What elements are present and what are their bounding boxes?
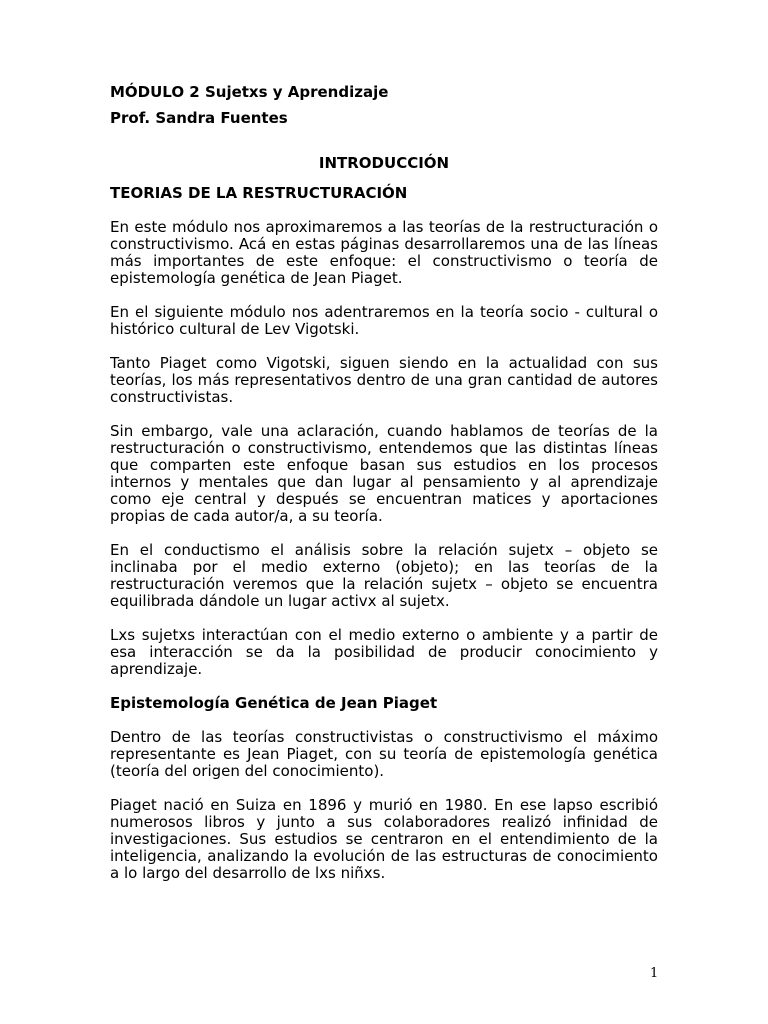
- paragraph: Sin embargo, vale una aclaración, cuando hablamos de teorías de la restructuración o constructivismo, entendemos que las distintas líneas que comparten este enfoque basan sus estudios en los procesos internos y mentales que dan lugar al pensamiento y al aprendizaje como eje central y después se encuentran matices y aportaciones propias de cada autor/a, a su teoría.: [110, 422, 658, 525]
- document-page: [110, 84, 658, 899]
- paragraph: En este módulo nos aproximaremos a las teorías de la restructuración o constructivismo. Acá en estas páginas desarrollaremos una de las líneas más importantes de este enfoque: el constructivismo o teoría de epistemología genética de Jean Piaget.: [110, 218, 658, 287]
- section2-title: Epistemología Genética de Jean Piaget: [110, 694, 438, 712]
- module-title: MÓDULO 2 Sujetxs y Aprendizaje: [110, 83, 389, 101]
- subsection-title: TEORIAS DE LA RESTRUCTURACIÓN: [110, 184, 408, 202]
- paragraph: Piaget nació en Suiza en 1896 y murió en 1980. En ese lapso escribió numerosos libros y junto a sus colaboradores realizó infinidad de investigaciones. Sus estudios se centraron en el entendimiento de la inteligencia, analizando la evolución de las estructuras de conocimiento a lo largo del desarrollo de lxs niñxs.: [110, 796, 658, 882]
- paragraph: En el siguiente módulo nos adentraremos en la teoría socio - cultural o histórico cultural de Lev Vigotski.: [110, 303, 658, 338]
- paragraph: Dentro de las teorías constructivistas o constructivismo el máximo representante es Jean Piaget, con su teoría de epistemología genética (teoría del origen del conocimiento).: [110, 728, 658, 780]
- page-number: 1: [650, 966, 659, 981]
- section-title: INTRODUCCIÓN: [318, 154, 450, 172]
- paragraph: Tanto Piaget como Vigotski, siguen siendo en la actualidad con sus teorías, los más representativos dentro de una gran cantidad de autores constructivistas.: [110, 354, 658, 406]
- paragraph: Lxs sujetxs interactúan con el medio externo o ambiente y a partir de esa interacción se da la posibilidad de producir conocimiento y aprendizaje.: [110, 626, 658, 678]
- professor-name: Prof. Sandra Fuentes: [110, 109, 288, 127]
- paragraph: En el conductismo el análisis sobre la relación sujetx – objeto se inclinaba por el medio externo (objeto); en las teorías de la restructuración veremos que la relación sujetx – objeto se encuentra equilibrada dándole un lugar activx al sujetx.: [110, 541, 658, 610]
